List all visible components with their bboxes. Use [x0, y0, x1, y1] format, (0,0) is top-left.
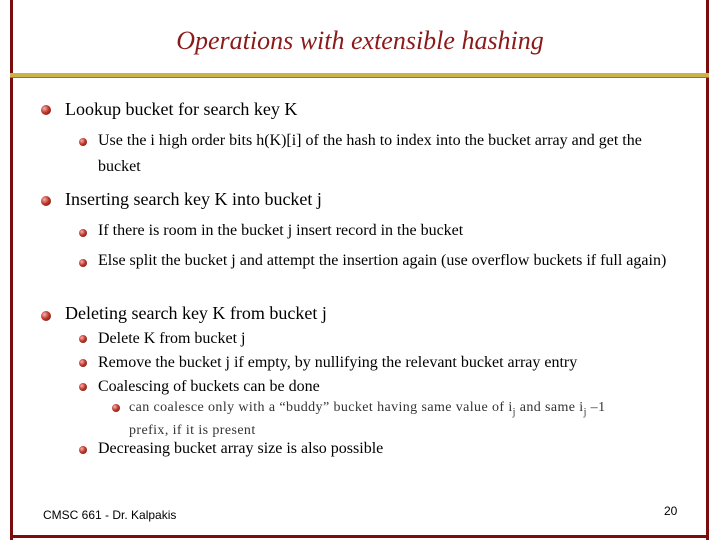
bullet-icon: [79, 446, 87, 454]
slide-title: Operations with extensible hashing: [176, 26, 544, 55]
decrease-note: Decreasing bucket array size is also possible: [98, 440, 384, 457]
slide-footer: CMSC 661 - Dr. Kalpakis: [43, 508, 177, 522]
insert-detail-split: Else split the bucket j and attempt the insertion again (use overflow buckets if full again): [98, 252, 667, 269]
bullet-icon: [41, 105, 51, 115]
delete-detail-remove-k: Delete K from bucket j: [98, 330, 246, 347]
coalesce-note-part1: can coalesce only with a “buddy” bucket having same value of i: [129, 400, 513, 415]
frame-bottom-border: [10, 535, 709, 538]
bullet-icon: [79, 335, 87, 343]
delete-heading: Deleting search key K from bucket j: [65, 303, 327, 323]
bullet-icon: [79, 259, 87, 267]
lookup-detail: Use the i high order bits h(K)[i] of the hash to index into the bucket array and get the bucket: [98, 132, 642, 175]
coalesce-note: [129, 399, 689, 440]
bullet-icon: [79, 138, 87, 146]
lookup-heading: Lookup bucket for search key K: [65, 99, 298, 119]
subscript-j: j: [512, 406, 516, 418]
frame-left-border: [10, 0, 13, 540]
frame-right-border: [706, 0, 709, 540]
bullet-icon: [41, 311, 51, 321]
bullet-icon: [79, 383, 87, 391]
page-number: 20: [664, 504, 678, 518]
coalesce-note-part3: –1: [586, 400, 606, 415]
bullet-icon: [79, 359, 87, 367]
delete-detail-remove-bucket: Remove the bucket j if empty, by nullifying the relevant bucket array entry: [98, 354, 578, 371]
insert-heading: Inserting search key K into bucket j: [65, 189, 322, 209]
coalesce-note-part2: and same i: [515, 400, 584, 415]
coalesce-note-part4: prefix, if it is present: [129, 422, 256, 438]
insert-detail-room: If there is room in the bucket j insert record in the bucket: [98, 222, 464, 239]
delete-detail-coalesce: Coalescing of buckets can be done: [98, 378, 320, 395]
title-divider-shadow: [10, 77, 709, 78]
bullet-icon: [112, 404, 120, 412]
bullet-icon: [79, 229, 87, 237]
subscript-j: j: [583, 406, 587, 418]
bullet-icon: [41, 196, 51, 206]
